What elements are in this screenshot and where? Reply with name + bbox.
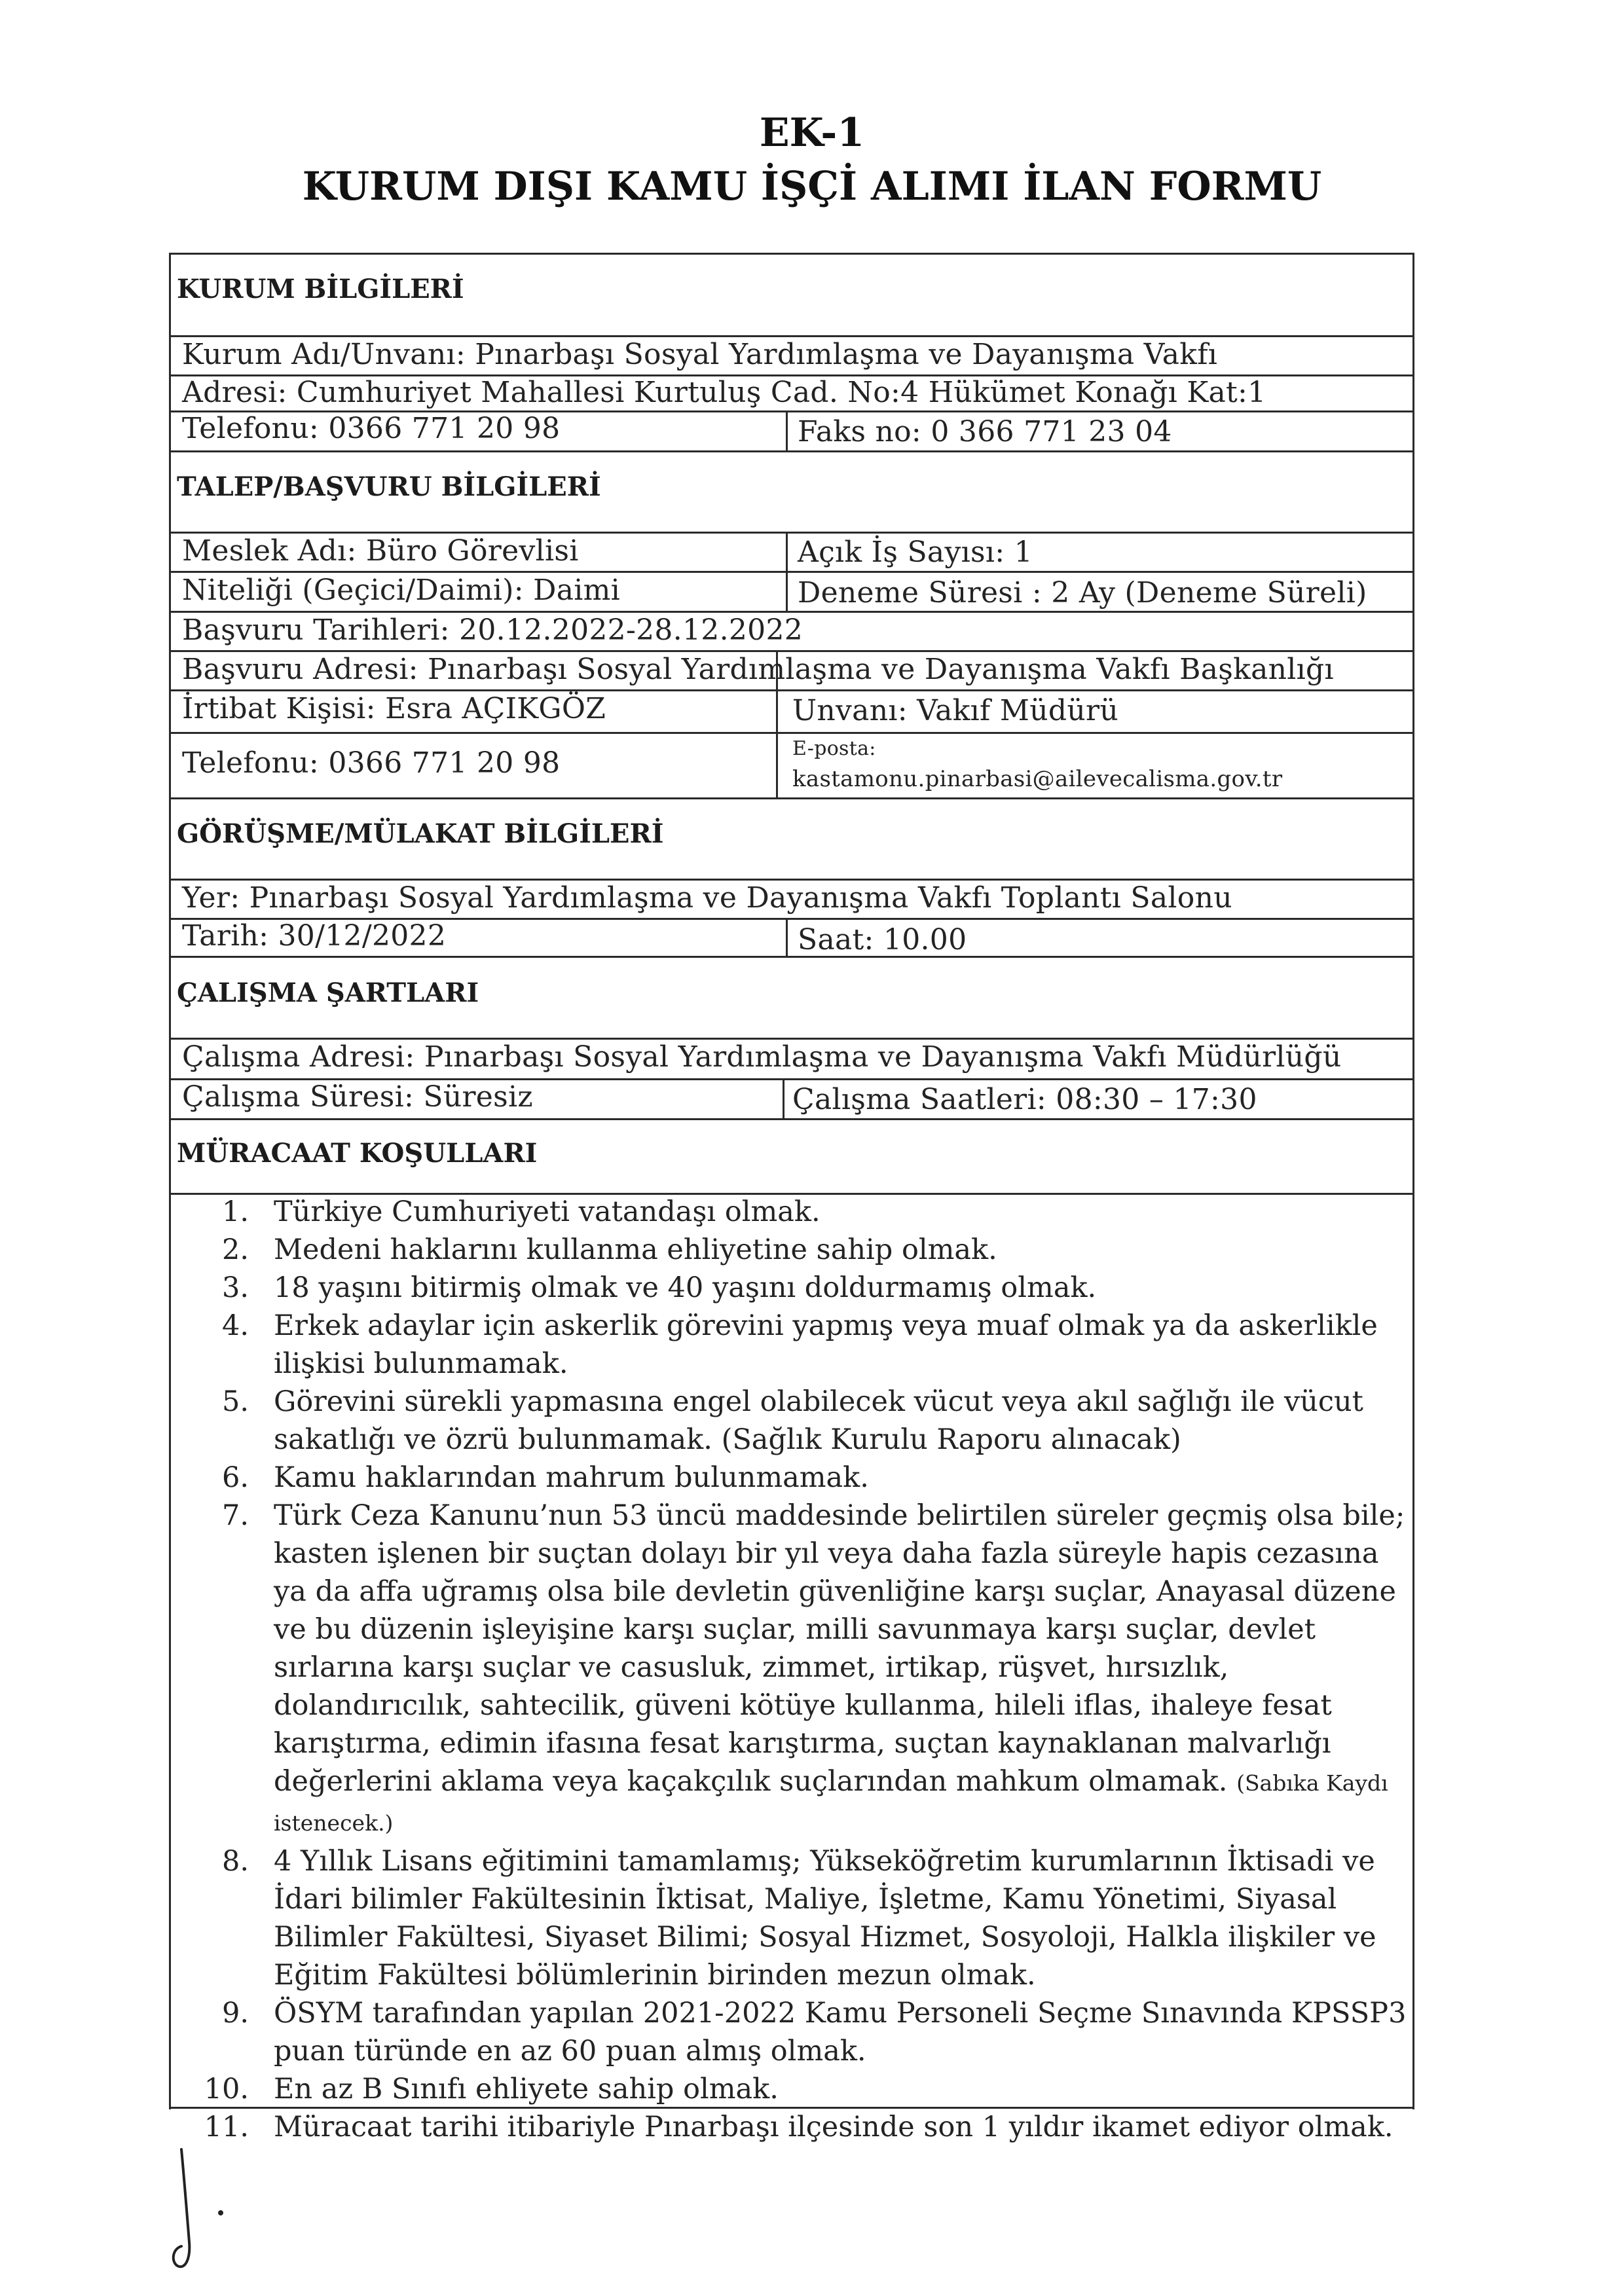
divider	[169, 611, 1414, 613]
condition-number: 8.	[221, 1845, 249, 1878]
signature-mark	[167, 2144, 259, 2275]
interview-date: Tarih: 30/12/2022	[182, 919, 447, 953]
job-nature: Niteliği (Geçici/Daimi): Daimi	[182, 574, 620, 607]
condition-item	[196, 1994, 1414, 2070]
contact-title: Unvanı: Vakıf Müdürü	[792, 694, 1118, 727]
divider	[169, 732, 1414, 734]
condition-number: 3.	[221, 1271, 249, 1304]
condition-item	[196, 1383, 1414, 1459]
condition-item	[196, 1269, 1414, 1307]
condition-number: 6.	[221, 1461, 249, 1494]
divider	[169, 450, 1414, 452]
condition-number: 11.	[204, 2111, 249, 2143]
condition-number: 7.	[221, 1499, 249, 1532]
condition-text: Türkiye Cumhuriyeti vatandaşı olmak.	[274, 1195, 821, 1228]
probation-period: Deneme Süresi : 2 Ay (Deneme Süreli)	[798, 576, 1367, 610]
institution-name: Kurum Adı/Unvanı: Pınarbaşı Sosyal Yardımlaşma ve Dayanışma Vakfı	[182, 338, 1218, 371]
document-code: EK-1	[759, 110, 865, 156]
column-divider	[783, 1078, 784, 1118]
divider	[169, 879, 1414, 881]
condition-item	[196, 1307, 1414, 1383]
condition-number: 4.	[221, 1309, 249, 1342]
divider	[169, 335, 1414, 337]
condition-text: Kamu haklarından mahrum bulunmamak.	[274, 1461, 869, 1494]
contact-person: İrtibat Kişisi: Esra AÇIKGÖZ	[182, 692, 606, 725]
condition-text: Erkek adaylar için askerlik görevini yapmış veya muaf olmak ya da askerlikle ilişkisi bulunmamak.	[274, 1309, 1378, 1380]
section-title-conditions: MÜRACAAT KOŞULLARI	[177, 1138, 538, 1169]
section-title-work: ÇALIŞMA ŞARTLARI	[177, 977, 479, 1008]
application-address: Başvuru Adresi: Pınarbaşı Sosyal Yardımlaşma ve Dayanışma Vakfı Başkanlığı	[182, 653, 1334, 686]
condition-text: ÖSYM tarafından yapılan 2021-2022 Kamu Personeli Seçme Sınavında KPSSP3 puan türünde en az 60 puan almış olmak.	[274, 1997, 1407, 2068]
condition-text: Türk Ceza Kanunu’nun 53 üncü maddesinde belirtilen süreler geçmiş olsa bile; kasten işlenen bir suçtan dolayı bir yıl veya daha fazla süreyle hapis cezasına ya da affa uğramış olsa bile devletin güvenliğine karşı suçlar, Anayasal düzene ve bu düzenin işleyişine karşı suçlar, milli savunmaya karşı suçlar, devlet sırlarına karşı suçlar ve casusluk, zimmet, irtikap, rüşvet, hırsızlık, dolandırıcılık, sahtecilik, güveni kötüye kullanma, hileli iflas, ihaleye fesat karıştırma, edimin ifasına fesat karıştırma, suçtan kaynaklanan malvarlığı değerlerini aklama veya kaçakçılık suçlarından mahkum olmamak.	[274, 1499, 1405, 1798]
divider	[169, 689, 1414, 691]
work-hours: Çalışma Saatleri: 08:30 – 17:30	[792, 1083, 1257, 1116]
condition-number: 1.	[221, 1195, 249, 1228]
interview-time: Saat: 10.00	[798, 923, 967, 957]
institution-phone: Telefonu: 0366 771 20 98	[182, 412, 561, 445]
condition-item	[196, 2108, 1414, 2146]
condition-number: 5.	[221, 1385, 249, 1418]
work-address: Çalışma Adresi: Pınarbaşı Sosyal Yardımlaşma ve Dayanışma Vakfı Müdürlüğü	[182, 1040, 1342, 1074]
condition-item	[196, 1459, 1414, 1497]
work-duration: Çalışma Süresi: Süresiz	[182, 1080, 533, 1114]
column-divider	[786, 532, 788, 611]
divider	[169, 956, 1414, 958]
email-address: kastamonu.pinarbasi@ailevecalisma.gov.tr	[792, 766, 1283, 792]
condition-number: 2.	[221, 1233, 249, 1266]
document-title: KURUM DIŞI KAMU İŞÇİ ALIMI İLAN FORMU	[302, 164, 1322, 210]
condition-item	[196, 1497, 1414, 1842]
condition-number: 10.	[204, 2073, 249, 2105]
institution-fax: Faks no: 0 366 771 23 04	[798, 415, 1172, 448]
divider	[169, 797, 1414, 799]
condition-item	[196, 2070, 1414, 2108]
column-divider	[786, 410, 788, 450]
condition-text: 4 Yıllık Lisans eğitimini tamamlamış; Yükseköğretim kurumlarının İktisadi ve İdari bilimler Fakültesinin İktisat, Maliye, İşletme, Kamu Yönetimi, Siyasal Bilimler Fakültesi, Siyaset Bilimi; Sosyal Hizmet, Sosyoloji, Halkla ilişkiler ve Eğitim Fakültesi bölümlerinin birinden mezun olmak.	[274, 1845, 1376, 1992]
condition-text: Görevini sürekli yapmasına engel olabilecek vücut veya akıl sağlığı ile vücut sakatlığı ve özrü bulunmamak. (Sağlık Kurulu Raporu alınacak)	[274, 1385, 1363, 1456]
application-dates: Başvuru Tarihleri: 20.12.2022-28.12.2022	[182, 613, 803, 647]
divider	[169, 1118, 1414, 1120]
occupation: Meslek Adı: Büro Görevlisi	[182, 534, 579, 568]
condition-text: Müracaat tarihi itibariyle Pınarbaşı ilçesinde son 1 yıldır ikamet ediyor olmak.	[274, 2111, 1393, 2143]
condition-number: 9.	[221, 1997, 249, 2030]
email-label: E-posta:	[792, 737, 876, 760]
condition-item	[196, 1842, 1414, 1994]
column-divider	[786, 918, 788, 956]
column-divider	[776, 689, 778, 797]
divider	[169, 1038, 1414, 1040]
divider	[169, 650, 1414, 652]
condition-note: (Sabıka Kaydı istenecek.)	[274, 1770, 1388, 1836]
condition-text: 18 yaşını bitirmiş olmak ve 40 yaşını doldurmamış olmak.	[274, 1271, 1097, 1304]
condition-item	[196, 1193, 1414, 1231]
section-title-institution: KURUM BİLGİLERİ	[177, 274, 464, 304]
open-positions: Açık İş Sayısı: 1	[798, 536, 1033, 569]
section-title-interview: GÖRÜŞME/MÜLAKAT BİLGİLERİ	[177, 818, 664, 849]
divider	[169, 532, 1414, 534]
interview-place: Yer: Pınarbaşı Sosyal Yardımlaşma ve Dayanışma Vakfı Toplantı Salonu	[182, 881, 1232, 915]
institution-address: Adresi: Cumhuriyet Mahallesi Kurtuluş Cad. No:4 Hükümet Konağı Kat:1	[182, 376, 1266, 409]
contact-phone: Telefonu: 0366 771 20 98	[182, 746, 561, 780]
conditions-list	[196, 1193, 1414, 2146]
condition-text: Medeni haklarını kullanma ehliyetine sahip olmak.	[274, 1233, 997, 1266]
divider	[169, 571, 1414, 573]
condition-item	[196, 1231, 1414, 1269]
condition-text: En az B Sınıfı ehliyete sahip olmak.	[274, 2073, 779, 2105]
section-title-application: TALEP/BAŞVURU BİLGİLERİ	[177, 471, 601, 502]
